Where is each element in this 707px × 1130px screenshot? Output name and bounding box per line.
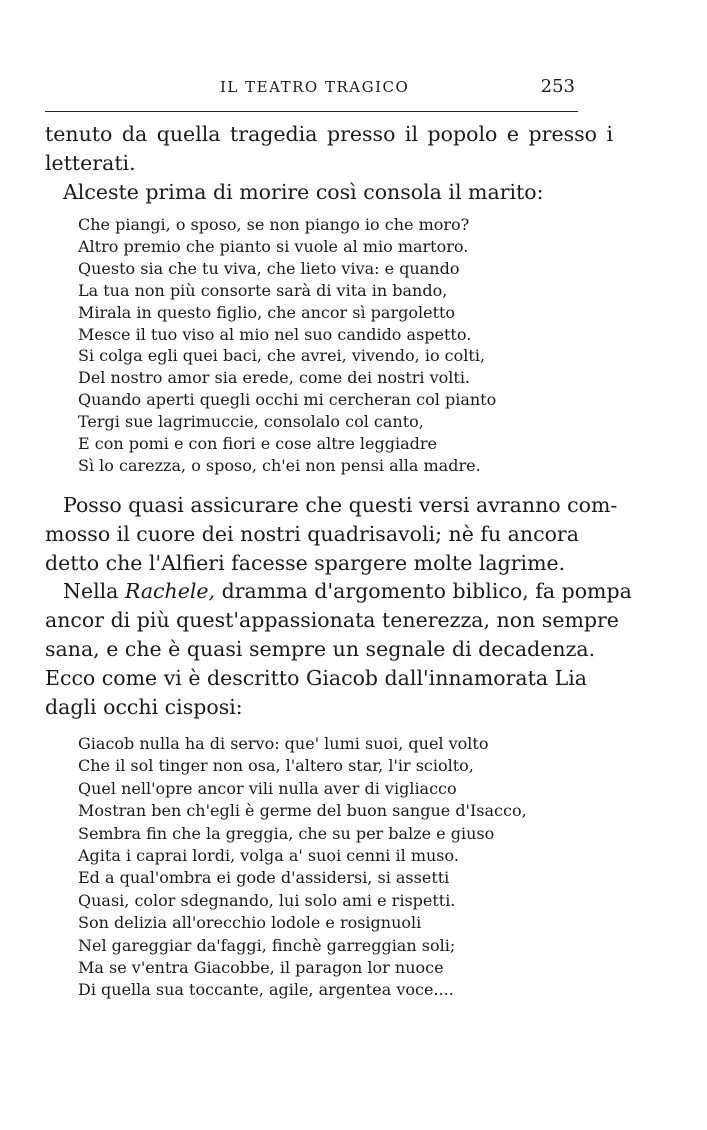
- verse-line: Di quella sua toccante, agile, argentea voce....: [78, 980, 454, 1000]
- verse-line: Del nostro amor sia erede, come dei nostri volti.: [78, 368, 471, 388]
- verse-line: Ma se v'entra Giacobbe, il paragon lor nuoce: [78, 958, 444, 978]
- text-line: ancor di più quest'appassionata tenerezza, non sempre: [45, 608, 619, 632]
- work-title: Rachele,: [124, 579, 216, 603]
- verse-block-alceste: [78, 214, 578, 477]
- paragraph-continuation: [45, 120, 614, 178]
- header-rule: [45, 111, 578, 112]
- verse-line: Quando aperti quegli occhi mi cercheran col pianto: [78, 390, 497, 410]
- verse-line: La tua non più consorte sarà di vita in bando,: [78, 280, 448, 300]
- verse-line: Nel gareggiar da'faggi, finchè garreggian soli;: [78, 935, 456, 955]
- verse-line: Si colga egli quei baci, che avrei, vivendo, io colti,: [78, 346, 486, 366]
- paragraph-alceste-intro: [45, 178, 585, 207]
- text-line: Ecco come vi è descritto Giacob dall'innamorata Lia: [45, 666, 588, 690]
- verse-line: Tergi sue lagrimuccie, consolalo col canto,: [78, 412, 424, 432]
- verse-line: E con pomi e con fiori e cose altre leggiadre: [78, 434, 437, 454]
- verse-line: Mirala in questo figlio, che ancor sì pargoletto: [78, 302, 456, 322]
- verse-line: Giacob nulla ha di servo: que' lumi suoi, quel volto: [78, 734, 489, 753]
- text-line: letterati.: [45, 151, 136, 175]
- paragraph-rachele: [45, 577, 632, 722]
- verse-line: Mostran ben ch'egli è germe del buon sangue d'Isacco,: [78, 801, 527, 821]
- verse-line: Altro premio che pianto si vuole al mio martoro.: [78, 236, 469, 256]
- verse-line: Quasi, color sdegnando, lui solo ami e rispetti.: [78, 890, 456, 910]
- text-line: Alceste prima di morire così consola il marito:: [63, 180, 544, 204]
- text-line: mosso il cuore dei nostri quadrisavoli; nè fu ancora: [45, 522, 579, 546]
- text-line: Posso quasi assicurare che questi versi avranno com-: [63, 493, 618, 517]
- page-number: 253: [540, 76, 575, 97]
- text-line: [45, 577, 632, 606]
- paragraph-commentary: [45, 491, 618, 578]
- verse-line: Sembra fin che la greggia, che su per balze e giuso: [78, 823, 495, 843]
- text-line: tenuto da quella tragedia presso il popolo e presso i: [45, 122, 614, 146]
- verse-line: Mesce il tuo viso al mio nel suo candido aspetto.: [78, 324, 472, 344]
- text-line: dagli occhi cisposi:: [45, 695, 243, 719]
- verse-line: Quel nell'opre ancor vili nulla aver di vigliacco: [78, 778, 457, 798]
- verse-line: Che il sol tinger non osa, l'altero star, l'ir sciolto,: [78, 756, 474, 776]
- verse-line: Questo sia che tu viva, che lieto viva: e quando: [78, 258, 460, 278]
- text-line: sana, e che è quasi sempre un segnale di decadenza.: [45, 637, 596, 661]
- verse-line: Ed a qual'ombra ei gode d'assidersi, si assetti: [78, 868, 450, 888]
- verse-line: Agita i caprai lordi, volga a' suoi cenni il muso.: [78, 846, 459, 866]
- verse-line: Sì lo carezza, o sposo, ch'ei non pensi alla madre.: [78, 455, 481, 475]
- running-head: [45, 78, 575, 100]
- text-segment: dramma d'argomento biblico, fa pompa: [215, 579, 632, 603]
- verse-line: Son delizia all'orecchio lodole e rosignuoli: [78, 913, 422, 933]
- verse-line: Che piangi, o sposo, se non piango io che moro?: [78, 215, 470, 234]
- text-segment: Nella: [63, 579, 125, 603]
- text-line: detto che l'Alfieri facesse spargere molte lagrime.: [45, 551, 566, 575]
- running-title: IL TEATRO TRAGICO: [220, 78, 410, 96]
- verse-block-giacob: [78, 733, 578, 1002]
